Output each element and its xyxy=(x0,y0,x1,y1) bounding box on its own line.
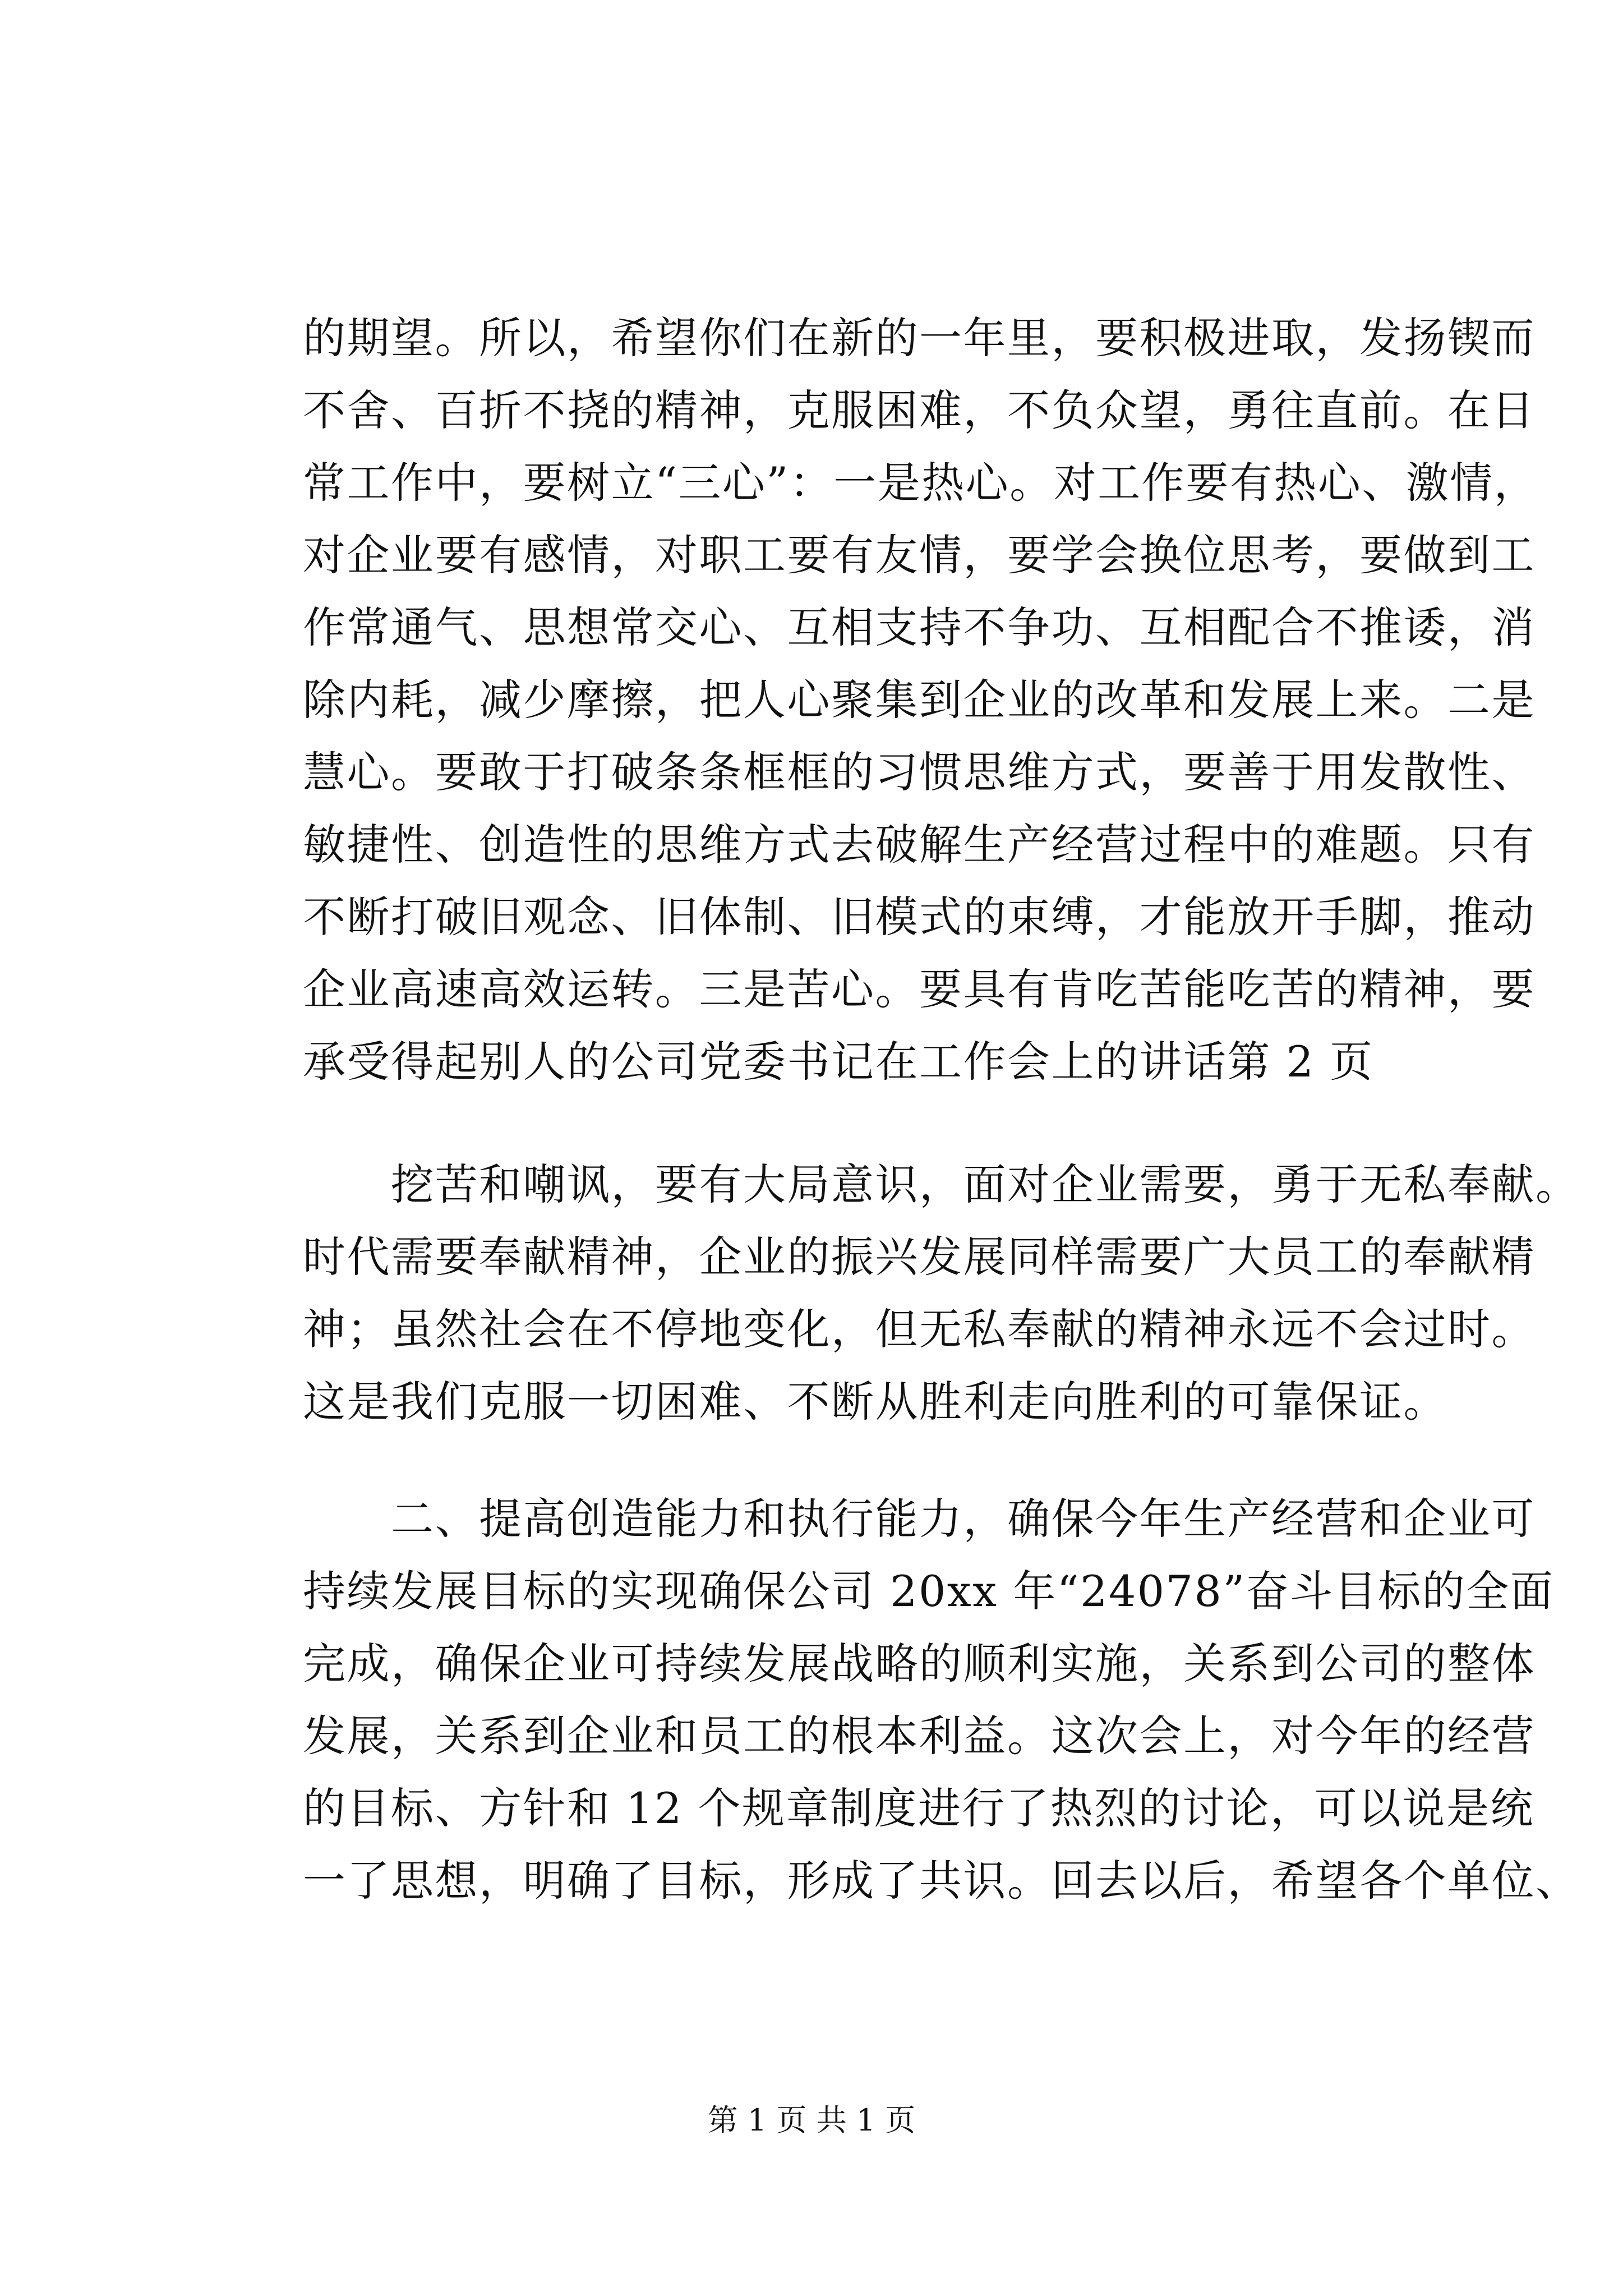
text-line: 常工作中，要树立“三心”：一是热心。对工作要有热心、激情， xyxy=(303,458,1538,508)
text-line: 挖苦和嘲讽，要有大局意识，面对企业需要，勇于无私奉献。 xyxy=(303,1159,1580,1209)
text-line: 不舍、百折不挠的精神，克服困难，不负众望，勇往直前。在日 xyxy=(303,385,1536,435)
text-line: 不断打破旧观念、旧体制、旧模式的束缚，才能放开手脚，推动 xyxy=(303,892,1536,942)
text-line: 时代需要奉献精神，企业的振兴发展同样需要广大员工的奉献精 xyxy=(303,1232,1536,1282)
text-line: 这是我们克服一切困难、不断从胜利走向胜利的可靠保证。 xyxy=(303,1377,1447,1427)
paragraph-block-1 xyxy=(303,302,1538,1098)
text-line: 作常通气、思想常交心、互相支持不争功、互相配合不推诿，消 xyxy=(303,602,1536,652)
paragraph-block-3 xyxy=(303,1483,1580,1917)
text-line: 神；虽然社会在不停地变化，但无私奉献的精神永远不会过时。 xyxy=(303,1304,1536,1354)
page-footer xyxy=(0,2098,1623,2143)
paragraph-block-2 xyxy=(303,1148,1580,1438)
text-line: 的目标、方针和 12 个规章制度进行了热烈的讨论，可以说是统 xyxy=(303,1783,1535,1833)
text-line: 除内耗，减少摩擦，把人心聚集到企业的改革和发展上来。二是 xyxy=(303,675,1536,725)
text-line: 一了思想，明确了目标，形成了共识。回去以后，希望各个单位、 xyxy=(303,1856,1580,1906)
text-line: 承受得起别人的公司党委书记在工作会上的讲话第 2 页 xyxy=(303,1037,1374,1087)
text-line: 发展，关系到企业和员工的根本利益。这次会上，对今年的经营 xyxy=(303,1711,1536,1761)
text-line: 的期望。所以，希望你们在新的一年里，要积极进取，发扬锲而 xyxy=(303,313,1536,363)
text-line: 敏捷性、创造性的思维方式去破解生产经营过程中的难题。只有 xyxy=(303,820,1536,869)
text-line: 二、提高创造能力和执行能力，确保今年生产经营和企业可 xyxy=(303,1494,1536,1544)
text-line: 持续发展目标的实现确保公司 20xx 年“24078”奋斗目标的全面 xyxy=(303,1566,1555,1616)
text-line: 企业高速高效运转。三是苦心。要具有肯吃苦能吃苦的精神，要 xyxy=(303,964,1536,1014)
text-line: 完成，确保企业可持续发展战略的顺利实施，关系到公司的整体 xyxy=(303,1639,1536,1688)
text-line: 对企业要有感情，对职工要有友情，要学会换位思考，要做到工 xyxy=(303,530,1536,580)
page-number: 第 1 页 共 1 页 xyxy=(707,2102,916,2138)
text-line: 慧心。要敢于打破条条框框的习惯思维方式，要善于用发散性、 xyxy=(303,747,1536,797)
